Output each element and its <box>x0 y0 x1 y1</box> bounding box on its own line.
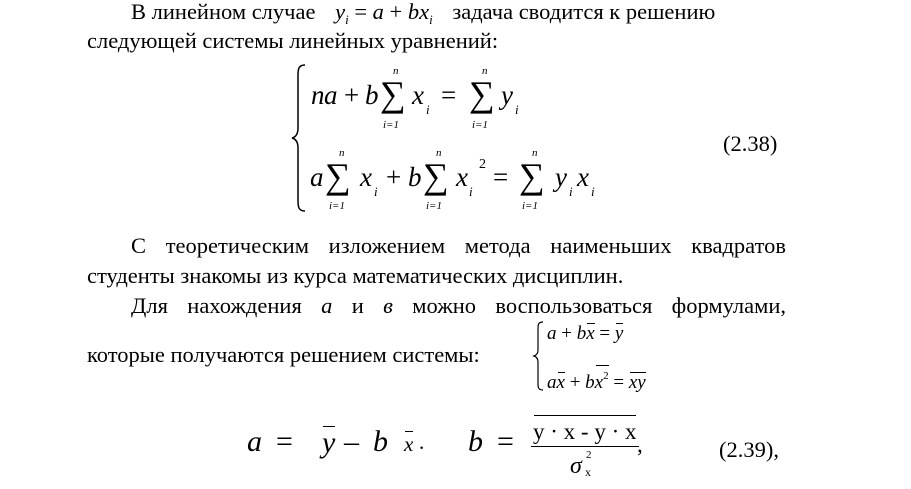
p3-word-6: можно <box>412 293 477 318</box>
inline-formula-linear <box>335 0 438 27</box>
p3-word-v: в <box>383 293 393 318</box>
small-system-row-2 <box>547 364 646 395</box>
p3-word-2: нахождения <box>187 293 302 318</box>
row2-sum3-lower: i=1 <box>522 200 538 212</box>
formula-b: b <box>407 0 420 24</box>
ss2-xbar: x <box>556 372 565 393</box>
row2-x3-sub: i <box>591 184 595 199</box>
row1-n: n <box>311 80 325 110</box>
row2-sum2-upper: n <box>436 147 442 159</box>
paragraph-1-text-before: В линейном случае <box>131 0 316 24</box>
row2-sum3-upper: n <box>532 147 538 159</box>
formula-a: a <box>372 0 384 24</box>
row2-plus: + <box>386 162 402 192</box>
f239-b-eq: = <box>497 425 514 458</box>
f239-xbar: x <box>404 432 414 456</box>
formula-y-sub: i <box>345 12 349 27</box>
ss1-xbar: x <box>586 323 595 344</box>
row2-b: b <box>408 162 422 192</box>
ss2-sq: 2 <box>603 370 609 382</box>
p3-word-8: формулами, <box>671 293 786 318</box>
row2-y-sub: i <box>569 184 573 199</box>
row2-sum3-sigma: ∑ <box>519 156 545 196</box>
equation-number-239: (2.39), <box>719 437 779 462</box>
p3-word-7: воспользоваться <box>495 293 653 318</box>
row2-sum1-lower: i=1 <box>329 200 345 212</box>
ss2-x2bar <box>595 364 609 395</box>
row1-eq: = <box>441 80 457 110</box>
p3-word-4: и <box>351 293 364 318</box>
f239-numerator: y · x - y · x <box>533 414 636 447</box>
ss1-a: a <box>547 323 557 344</box>
row1-x: x <box>412 80 424 110</box>
row1-sum1-upper: n <box>393 65 399 77</box>
row2-x1-sub: i <box>374 184 378 199</box>
f239-sigma-sub: x <box>585 465 591 479</box>
f239-comma: , <box>637 432 643 457</box>
equation-number-238: (2.38) <box>723 131 778 156</box>
f239-a-eq: = <box>276 425 293 458</box>
ss2-x: x <box>594 372 604 393</box>
formula-eq: = <box>354 0 368 24</box>
row1-sum2-upper: n <box>482 65 488 77</box>
f239-sigma-sup: 2 <box>586 449 592 461</box>
formula-plus: + <box>389 0 403 24</box>
row1-sum2-lower: i=1 <box>472 119 488 131</box>
paragraph-3-line-1 <box>131 292 786 320</box>
f239-ybar: y <box>322 426 336 459</box>
f239-sigma: σ <box>570 453 582 479</box>
ss2-eq: = <box>613 372 625 393</box>
row2-x1: x <box>360 162 372 192</box>
row2-eq: = <box>493 162 509 192</box>
ss2-plus: + <box>569 372 581 393</box>
f239-b1: b <box>373 425 388 458</box>
ss2-xybar: xy <box>628 372 646 393</box>
small-system-brace <box>532 320 546 392</box>
row1-sum1-lower: i=1 <box>383 119 399 131</box>
row1-a: a <box>324 80 338 110</box>
p3-word-1: Для <box>131 293 168 318</box>
ss2-b: b <box>585 372 595 393</box>
row1-y: y <box>501 80 513 110</box>
f239-b2: b <box>468 425 483 458</box>
paragraph-2-line-1: С теоретическим изложением метода наименьших квадратов <box>131 233 786 258</box>
row2-sum1-upper: n <box>339 147 345 159</box>
row1-sum2-sigma: ∑ <box>469 74 495 114</box>
row2-x3: x <box>577 162 589 192</box>
row1-y-sub: i <box>515 102 519 117</box>
paragraph-1-text-after: задача сводится к решению <box>452 0 716 24</box>
row2-y: y <box>555 162 567 192</box>
formula-x-sub: i <box>429 12 433 27</box>
row2-a: a <box>310 162 324 192</box>
row2-x2-sub: i <box>469 184 473 199</box>
row2-sum1-sigma: ∑ <box>325 156 351 196</box>
paragraph-3-line-2: которые получаются решением системы: <box>87 342 480 367</box>
system-brace-238 <box>290 62 310 214</box>
f239-a: a <box>247 425 262 458</box>
row1-x-sub: i <box>426 102 430 117</box>
paragraph-1-line-2: следующей системы линейных уравнений: <box>87 28 499 53</box>
row1-plus: + <box>344 80 360 110</box>
paragraph-2-line-2: студенты знакомы из курса математических дисциплин. <box>87 263 624 288</box>
ss1-plus: + <box>561 323 572 344</box>
f239-minus: – <box>344 425 359 458</box>
row1-sum1-sigma: ∑ <box>380 74 406 114</box>
ss1-eq: = <box>599 323 611 344</box>
row2-x2: x <box>456 162 468 192</box>
ss1-ybar: y <box>614 323 624 344</box>
row2-sum2-sigma: ∑ <box>423 156 449 196</box>
formula-x: x <box>419 0 430 24</box>
row2-x2-sq: 2 <box>479 157 486 172</box>
row1-b: b <box>365 80 379 110</box>
formula-y: y <box>335 0 346 24</box>
ss1-b: b <box>576 323 587 344</box>
ss2-a: a <box>547 372 557 393</box>
row2-sum2-lower: i=1 <box>426 200 442 212</box>
fraction-bar <box>531 446 639 447</box>
f239-dot: . <box>419 430 425 454</box>
p3-word-a: а <box>321 293 333 318</box>
small-system-row-1 <box>547 322 623 346</box>
